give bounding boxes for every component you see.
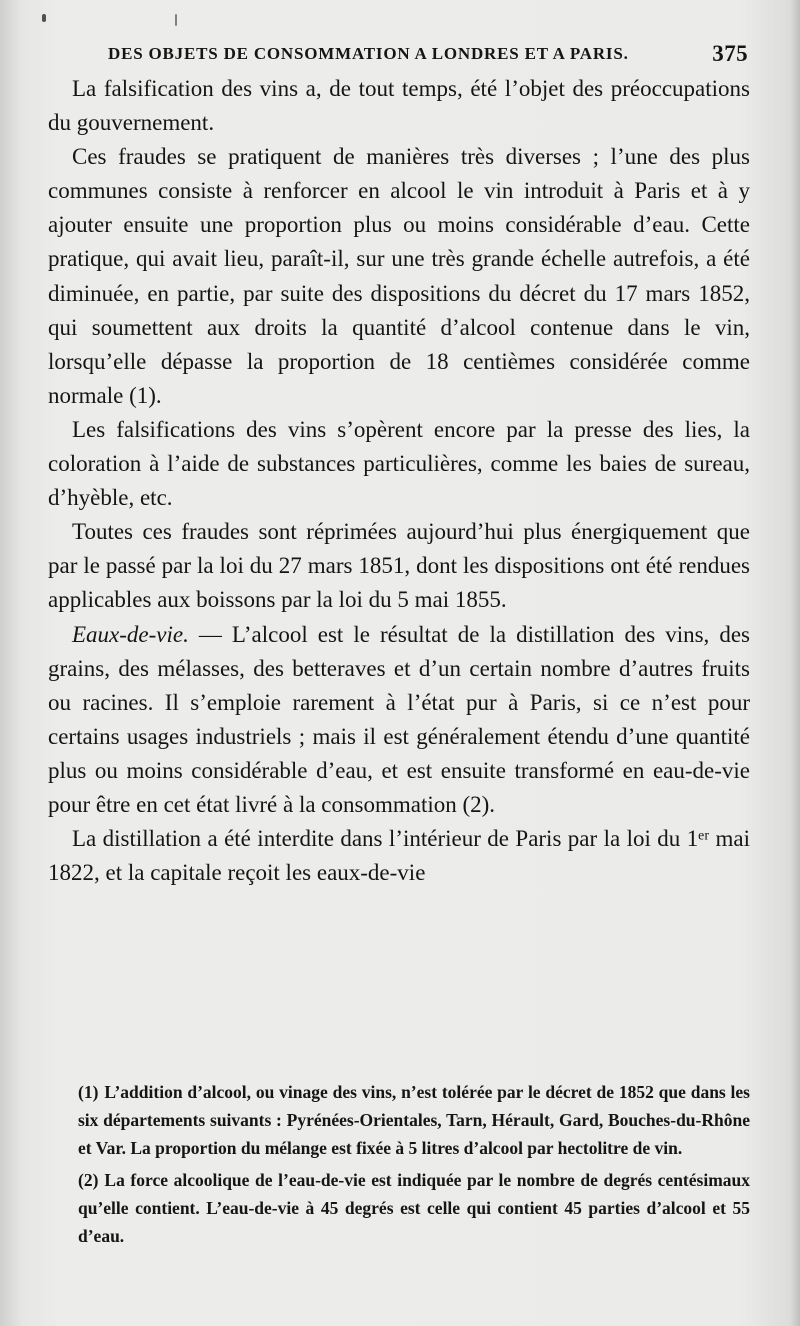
paragraph-4: Toutes ces fraudes sont réprimées aujourd’hui plus énergiquement que par le passé par la loi du 27 mars 1851, dont les dispositions ont été rendues applicables aux boissons par la loi du 5 mai 1855. (48, 519, 750, 613)
paragraph-1: La falsification des vins a, de tout temps, été l’objet des préoccupations du gouvernement. (48, 76, 750, 136)
footnote-1 (78, 1078, 750, 1162)
paragraph-3: Les falsifications des vins s’opèrent encore par la presse des lies, la coloration à l’aide de substances particulières, comme les baies de sureau, d’hyèble, etc. (48, 416, 750, 511)
page-edge-shadow (790, 0, 800, 1326)
paragraph-6: La distillation a été interdite dans l’intérieur de Paris par la loi du 1ᵉʳ mai 1822, et la capitale reçoit les eaux-de-vie (48, 826, 750, 886)
footnote-2-marker: (2) (78, 1170, 99, 1190)
footnote-2-text: La force alcoolique de l’eau-de-vie est indiquée par le nombre de degrés centésimaux qu’elle contient. L’eau-de-vie à 45 degrés est celle qui contient 45 parties d’alcool et 55 d’eau. (78, 1170, 750, 1246)
section-heading-eaux-de-vie: Eaux-de-vie. (72, 621, 189, 647)
ink-speck (42, 14, 46, 22)
footnote-1-text: L’addition d’alcool, ou vinage des vins, n’est tolérée par le décret de 1852 que dans les six départements suivants : Pyrénées-Orientales, Tarn, Hérault, Gard, Bouches-du-Rhône et Var. La proportion du mélange est fixée à 5 litres d’alcool par hectolitre de vin. (78, 1082, 750, 1158)
running-title: DES OBJETS DE CONSOMMATION A LONDRES ET A PARIS. (108, 44, 629, 63)
ink-speck (175, 14, 177, 26)
page-number: 375 (712, 41, 748, 66)
main-text (48, 72, 750, 890)
footnote-2 (78, 1166, 750, 1250)
footnote-1-marker: (1) (78, 1082, 99, 1102)
paragraph-5-text: — L’alcool est le résultat de la distillation des vins, des grains, des mélasses, des betteraves et d’un certain nombre d’autres fruits ou racines. Il s’emploie rarement à l’état pur à Paris, si ce n’est pour certains usages industriels ; mais il est généralement étendu d’une quantité plus ou moins considérable d’eau, et est ensuite transformé en eau-de-vie pour être en cet état livré à la consommation (2). (48, 621, 750, 817)
paragraph-2: Ces fraudes se pratiquent de manières très diverses ; l’une des plus communes consiste à renforcer en alcool le vin introduit à Paris et à y ajouter ensuite une proportion plus ou moins considérable d’eau. Cette pratique, qui avait lieu, paraît-il, sur une très grande échelle autrefois, a été diminuée, en partie, par suite des dispositions du décret du 17 mars 1852, qui soumettent aux droits la quantité d’alcool contenue dans le vin, lorsqu’elle dépasse la proportion de 18 centièmes considérée comme normale (1). (48, 144, 750, 408)
footnotes (78, 1078, 750, 1250)
paragraph-5 (48, 618, 750, 823)
running-header (108, 38, 748, 70)
